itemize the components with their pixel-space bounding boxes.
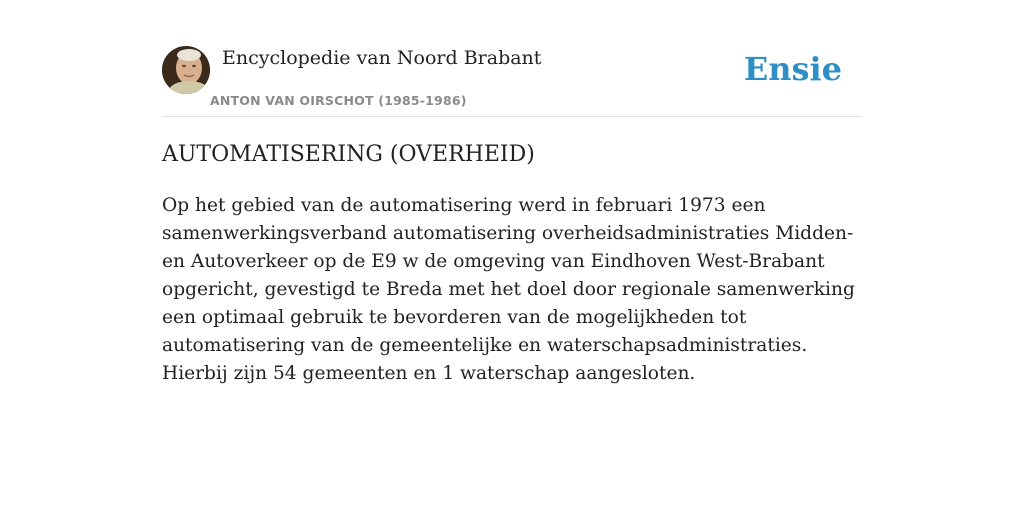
author-portrait-icon [162,46,210,94]
source-header [162,46,862,117]
source-title[interactable]: Encyclopedie van Noord Brabant [222,47,542,69]
author-name[interactable]: ANTON VAN OIRSCHOT (1985-1986) [210,93,467,108]
article-body: Op het gebied van de automatisering werd in februari 1973 een samenwerkingsverband automatisering overheidsadministraties Midden- en Autoverkeer op de E9 w de omgeving van Eindhoven West-Brabant opgericht, gevestigd te Breda met het doel door regionale samenwerking een optimaal gebruik te bevorderen van de mogelijkheden tot automatisering van de gemeentelijke en waterschapsadministraties. Hierbij zijn 54 gemeenten en 1 waterschap aangesloten. [162,195,855,384]
author-avatar[interactable] [162,46,210,94]
article-title: AUTOMATISERING (OVERHEID) [162,142,535,167]
ensie-logo[interactable]: Ensie [743,50,842,88]
